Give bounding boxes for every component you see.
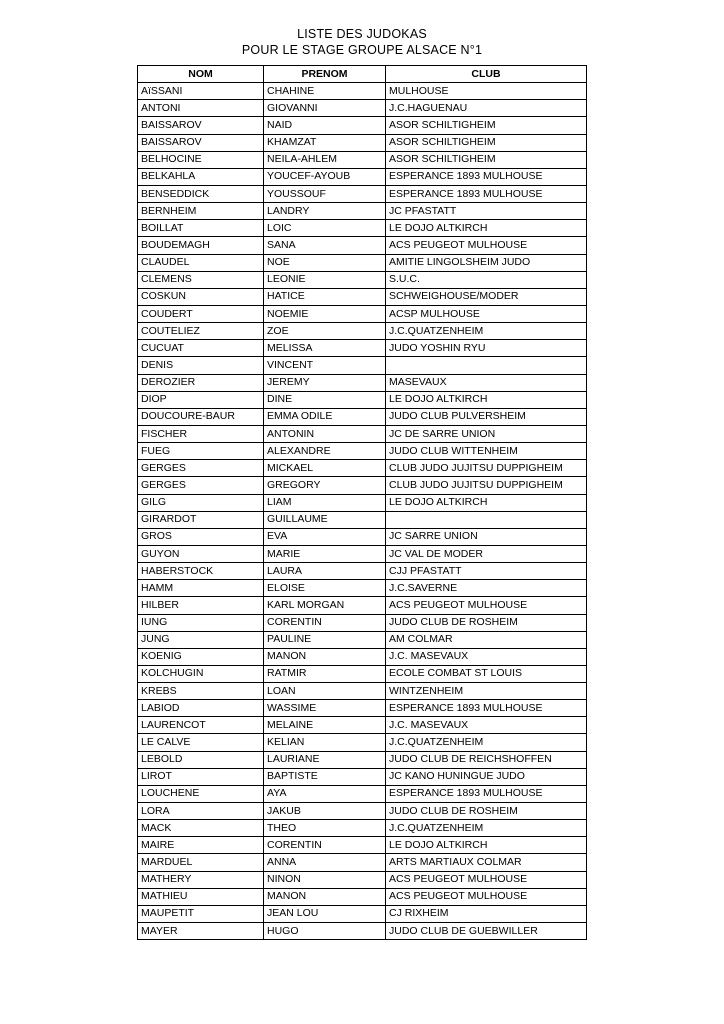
cell-club: J.C.HAGUENAU xyxy=(386,100,587,117)
cell-prenom: LOIC xyxy=(264,220,386,237)
cell-nom: MATHERY xyxy=(138,871,264,888)
cell-nom: MACK xyxy=(138,820,264,837)
table-row xyxy=(138,665,587,682)
cell-prenom: MANON xyxy=(264,648,386,665)
cell-prenom: MICKAEL xyxy=(264,460,386,477)
cell-club: J.C.QUATZENHEIM xyxy=(386,323,587,340)
table-row xyxy=(138,134,587,151)
cell-club: ACS PEUGEOT MULHOUSE xyxy=(386,597,587,614)
cell-nom: BELHOCINE xyxy=(138,151,264,168)
table-row xyxy=(138,151,587,168)
table-row xyxy=(138,357,587,374)
cell-club: ACS PEUGEOT MULHOUSE xyxy=(386,237,587,254)
table-row xyxy=(138,580,587,597)
cell-club: ASOR SCHILTIGHEIM xyxy=(386,134,587,151)
cell-prenom: LANDRY xyxy=(264,203,386,220)
table-header-row xyxy=(138,66,587,83)
table-row xyxy=(138,477,587,494)
cell-prenom: DINE xyxy=(264,391,386,408)
cell-prenom: NOEMIE xyxy=(264,305,386,322)
cell-prenom: KARL MORGAN xyxy=(264,597,386,614)
cell-club: LE DOJO ALTKIRCH xyxy=(386,391,587,408)
judoka-table xyxy=(137,65,587,940)
cell-prenom: WASSIME xyxy=(264,700,386,717)
cell-prenom: ALEXANDRE xyxy=(264,443,386,460)
cell-nom: BOUDEMAGH xyxy=(138,237,264,254)
cell-prenom: LEONIE xyxy=(264,271,386,288)
cell-prenom: GIOVANNI xyxy=(264,100,386,117)
cell-nom: JUNG xyxy=(138,631,264,648)
cell-club: JC KANO HUNINGUE JUDO xyxy=(386,768,587,785)
cell-nom: COSKUN xyxy=(138,288,264,305)
cell-club: ESPERANCE 1893 MULHOUSE xyxy=(386,700,587,717)
table-row xyxy=(138,683,587,700)
cell-prenom: LAURA xyxy=(264,563,386,580)
cell-prenom: YOUSSOUF xyxy=(264,185,386,202)
cell-club: JUDO CLUB DE ROSHEIM xyxy=(386,614,587,631)
cell-nom: HABERSTOCK xyxy=(138,563,264,580)
cell-prenom: VINCENT xyxy=(264,357,386,374)
cell-nom: GERGES xyxy=(138,460,264,477)
cell-nom: DOUCOURE-BAUR xyxy=(138,408,264,425)
cell-club: ESPERANCE 1893 MULHOUSE xyxy=(386,168,587,185)
cell-prenom: CHAHINE xyxy=(264,83,386,100)
cell-club: ESPERANCE 1893 MULHOUSE xyxy=(386,185,587,202)
table-row xyxy=(138,305,587,322)
cell-prenom: NOE xyxy=(264,254,386,271)
cell-prenom: MANON xyxy=(264,888,386,905)
table-row xyxy=(138,460,587,477)
cell-prenom: KHAMZAT xyxy=(264,134,386,151)
cell-nom: MAYER xyxy=(138,923,264,940)
cell-nom: GERGES xyxy=(138,477,264,494)
cell-prenom: ZOE xyxy=(264,323,386,340)
document-subtitle: POUR LE STAGE GROUPE ALSACE N°1 xyxy=(241,43,483,57)
cell-club: ACS PEUGEOT MULHOUSE xyxy=(386,888,587,905)
cell-prenom: CORENTIN xyxy=(264,837,386,854)
cell-club: JUDO CLUB DE REICHSHOFFEN xyxy=(386,751,587,768)
cell-prenom: BAPTISTE xyxy=(264,768,386,785)
column-header-club: CLUB xyxy=(386,66,587,83)
cell-nom: CLEMENS xyxy=(138,271,264,288)
cell-nom: HAMM xyxy=(138,580,264,597)
cell-prenom: GUILLAUME xyxy=(264,511,386,528)
cell-nom: LE CALVE xyxy=(138,734,264,751)
table-row xyxy=(138,185,587,202)
cell-prenom: ANNA xyxy=(264,854,386,871)
table-row xyxy=(138,100,587,117)
cell-prenom: JEAN LOU xyxy=(264,905,386,922)
table-row xyxy=(138,237,587,254)
cell-prenom: ELOISE xyxy=(264,580,386,597)
cell-nom: KREBS xyxy=(138,683,264,700)
cell-prenom: MELISSA xyxy=(264,340,386,357)
cell-club: JC PFASTATT xyxy=(386,203,587,220)
cell-prenom: NINON xyxy=(264,871,386,888)
cell-nom: CLAUDEL xyxy=(138,254,264,271)
table-row xyxy=(138,888,587,905)
cell-club: ECOLE COMBAT ST LOUIS xyxy=(386,665,587,682)
table-row xyxy=(138,803,587,820)
cell-nom: DIOP xyxy=(138,391,264,408)
cell-club: JC VAL DE MODER xyxy=(386,545,587,562)
table-row xyxy=(138,117,587,134)
column-header-nom: NOM xyxy=(138,66,264,83)
cell-club: J.C.SAVERNE xyxy=(386,580,587,597)
cell-prenom: YOUCEF-AYOUB xyxy=(264,168,386,185)
cell-nom: BERNHEIM xyxy=(138,203,264,220)
cell-nom: COUDERT xyxy=(138,305,264,322)
cell-nom: FUEG xyxy=(138,443,264,460)
table-row xyxy=(138,271,587,288)
cell-club: J.C.QUATZENHEIM xyxy=(386,820,587,837)
cell-club: CLUB JUDO JUJITSU DUPPIGHEIM xyxy=(386,460,587,477)
table-row xyxy=(138,391,587,408)
cell-prenom: CORENTIN xyxy=(264,614,386,631)
table-row xyxy=(138,614,587,631)
cell-nom: IUNG xyxy=(138,614,264,631)
table-row xyxy=(138,220,587,237)
table-row xyxy=(138,597,587,614)
column-header-prenom: PRENOM xyxy=(264,66,386,83)
table-row xyxy=(138,734,587,751)
cell-prenom: NEILA-AHLEM xyxy=(264,151,386,168)
cell-club: S.U.C. xyxy=(386,271,587,288)
cell-club: JUDO CLUB DE GUEBWILLER xyxy=(386,923,587,940)
table-row xyxy=(138,408,587,425)
cell-club: CLUB JUDO JUJITSU DUPPIGHEIM xyxy=(386,477,587,494)
cell-club: JC DE SARRE UNION xyxy=(386,425,587,442)
cell-prenom: MELAINE xyxy=(264,717,386,734)
cell-nom: KOENIG xyxy=(138,648,264,665)
table-row xyxy=(138,494,587,511)
cell-prenom: MARIE xyxy=(264,545,386,562)
table-row xyxy=(138,905,587,922)
table-row xyxy=(138,545,587,562)
cell-nom: LABIOD xyxy=(138,700,264,717)
cell-nom: AïSSANI xyxy=(138,83,264,100)
table-row xyxy=(138,168,587,185)
cell-prenom: GREGORY xyxy=(264,477,386,494)
cell-club: JUDO CLUB DE ROSHEIM xyxy=(386,803,587,820)
cell-nom: MAUPETIT xyxy=(138,905,264,922)
cell-club: LE DOJO ALTKIRCH xyxy=(386,494,587,511)
table-row xyxy=(138,254,587,271)
table-row xyxy=(138,83,587,100)
cell-prenom: KELIAN xyxy=(264,734,386,751)
cell-club: WINTZENHEIM xyxy=(386,683,587,700)
cell-prenom: LAURIANE xyxy=(264,751,386,768)
cell-nom: MARDUEL xyxy=(138,854,264,871)
cell-club: LE DOJO ALTKIRCH xyxy=(386,220,587,237)
cell-prenom: JEREMY xyxy=(264,374,386,391)
table-body xyxy=(138,83,587,940)
table-row xyxy=(138,374,587,391)
cell-nom: DEROZIER xyxy=(138,374,264,391)
cell-club: SCHWEIGHOUSE/MODER xyxy=(386,288,587,305)
cell-club: JUDO CLUB PULVERSHEIM xyxy=(386,408,587,425)
cell-club: LE DOJO ALTKIRCH xyxy=(386,837,587,854)
cell-prenom: EMMA ODILE xyxy=(264,408,386,425)
cell-nom: GROS xyxy=(138,528,264,545)
table-row xyxy=(138,631,587,648)
cell-nom: LEBOLD xyxy=(138,751,264,768)
table-row xyxy=(138,563,587,580)
cell-club: JUDO CLUB WITTENHEIM xyxy=(386,443,587,460)
table-row xyxy=(138,700,587,717)
cell-nom: GILG xyxy=(138,494,264,511)
cell-prenom: HATICE xyxy=(264,288,386,305)
cell-club: CJJ PFASTATT xyxy=(386,563,587,580)
cell-club: AMITIE LINGOLSHEIM JUDO xyxy=(386,254,587,271)
cell-club: CJ RIXHEIM xyxy=(386,905,587,922)
table-row xyxy=(138,648,587,665)
cell-prenom: ANTONIN xyxy=(264,425,386,442)
cell-club: MULHOUSE xyxy=(386,83,587,100)
cell-prenom: HUGO xyxy=(264,923,386,940)
table-row xyxy=(138,854,587,871)
cell-nom: LAURENCOT xyxy=(138,717,264,734)
table-row xyxy=(138,923,587,940)
cell-prenom: NAID xyxy=(264,117,386,134)
cell-club: J.C.QUATZENHEIM xyxy=(386,734,587,751)
cell-prenom: AYA xyxy=(264,785,386,802)
table-row xyxy=(138,528,587,545)
cell-club: ESPERANCE 1893 MULHOUSE xyxy=(386,785,587,802)
cell-nom: LOUCHENE xyxy=(138,785,264,802)
cell-prenom: SANA xyxy=(264,237,386,254)
table-row xyxy=(138,820,587,837)
cell-club xyxy=(386,511,587,528)
cell-club: ARTS MARTIAUX COLMAR xyxy=(386,854,587,871)
cell-nom: BAISSAROV xyxy=(138,134,264,151)
cell-nom: KOLCHUGIN xyxy=(138,665,264,682)
table-row xyxy=(138,871,587,888)
cell-club: JC SARRE UNION xyxy=(386,528,587,545)
cell-club: J.C. MASEVAUX xyxy=(386,648,587,665)
cell-club: MASEVAUX xyxy=(386,374,587,391)
cell-nom: CUCUAT xyxy=(138,340,264,357)
table-row xyxy=(138,751,587,768)
table-row xyxy=(138,511,587,528)
cell-nom: BELKAHLA xyxy=(138,168,264,185)
cell-nom: GUYON xyxy=(138,545,264,562)
table-row xyxy=(138,837,587,854)
cell-club: J.C. MASEVAUX xyxy=(386,717,587,734)
table-row xyxy=(138,443,587,460)
cell-prenom: JAKUB xyxy=(264,803,386,820)
cell-club: AM COLMAR xyxy=(386,631,587,648)
table-row xyxy=(138,785,587,802)
cell-nom: MAIRE xyxy=(138,837,264,854)
cell-club: ACS PEUGEOT MULHOUSE xyxy=(386,871,587,888)
cell-nom: HILBER xyxy=(138,597,264,614)
cell-club: ACSP MULHOUSE xyxy=(386,305,587,322)
cell-nom: GIRARDOT xyxy=(138,511,264,528)
cell-nom: LORA xyxy=(138,803,264,820)
cell-club: ASOR SCHILTIGHEIM xyxy=(386,151,587,168)
table-row xyxy=(138,203,587,220)
table-row xyxy=(138,717,587,734)
cell-nom: BAISSAROV xyxy=(138,117,264,134)
table-row xyxy=(138,340,587,357)
table-row xyxy=(138,288,587,305)
cell-nom: MATHIEU xyxy=(138,888,264,905)
document-title: LISTE DES JUDOKAS xyxy=(297,27,427,41)
table-row xyxy=(138,323,587,340)
cell-nom: BOILLAT xyxy=(138,220,264,237)
cell-nom: LIROT xyxy=(138,768,264,785)
cell-prenom: LOAN xyxy=(264,683,386,700)
cell-nom: BENSEDDICK xyxy=(138,185,264,202)
cell-club: ASOR SCHILTIGHEIM xyxy=(386,117,587,134)
cell-club: JUDO YOSHIN RYU xyxy=(386,340,587,357)
cell-prenom: RATMIR xyxy=(264,665,386,682)
cell-nom: DENIS xyxy=(138,357,264,374)
table-row xyxy=(138,425,587,442)
cell-prenom: EVA xyxy=(264,528,386,545)
cell-prenom: THEO xyxy=(264,820,386,837)
cell-nom: COUTELIEZ xyxy=(138,323,264,340)
table-row xyxy=(138,768,587,785)
cell-prenom: LIAM xyxy=(264,494,386,511)
cell-nom: ANTONI xyxy=(138,100,264,117)
cell-nom: FISCHER xyxy=(138,425,264,442)
cell-club xyxy=(386,357,587,374)
cell-prenom: PAULINE xyxy=(264,631,386,648)
